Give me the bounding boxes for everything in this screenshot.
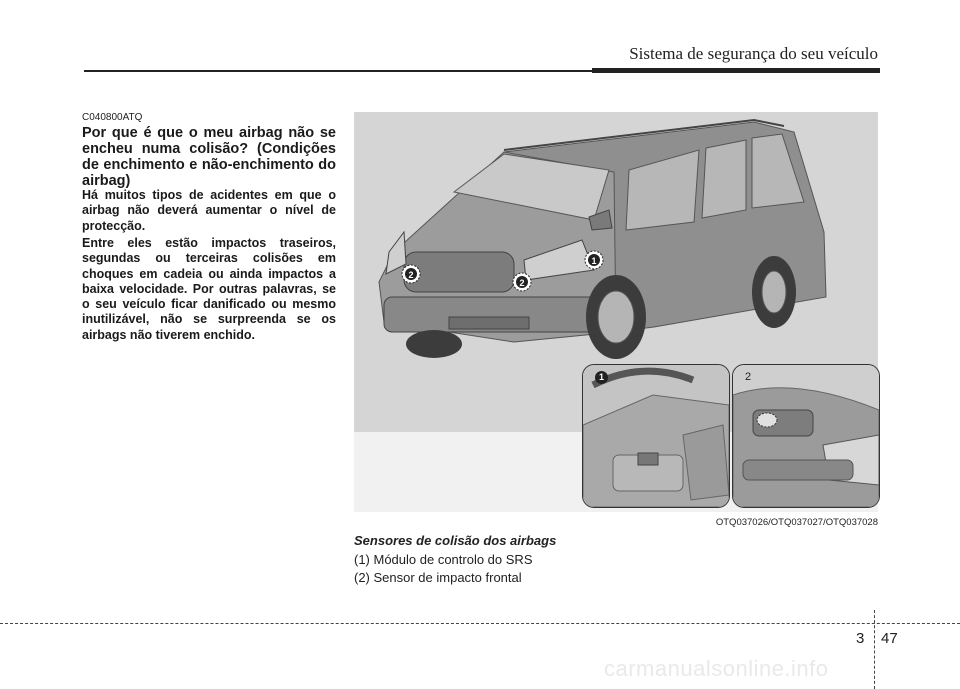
front-bumper-drawing [733, 365, 879, 507]
inset-2-label: 2 [745, 371, 752, 383]
page-chapter: 3 [856, 630, 865, 647]
paragraph-2: Entre eles estão impactos traseiros, segundas ou terceiras colisões em choques em cadeia ou ainda impactos a baixa velocidade. Por outras palavras, se o seu veículo ficar danificado ou mesmo inutilizável, não se surpreenda se os airbags não tiverem enchido. [82, 236, 336, 342]
section-code: C040800ATQ [82, 112, 143, 123]
callout-2b [513, 273, 531, 291]
page-number: 47 [881, 630, 898, 647]
inset-front-sensor [732, 364, 880, 508]
header-title: Sistema de segurança do seu veículo [629, 44, 878, 63]
inset-1-label [595, 371, 608, 384]
footer-divider [874, 610, 875, 689]
interior-drawing [583, 365, 729, 507]
callout-2b-text: 2 [519, 278, 525, 288]
callout-1 [585, 251, 603, 269]
caption-item-1: (1) Módulo de controlo do SRS [354, 552, 533, 567]
callout-2a-text: 2 [408, 270, 414, 280]
callout-1-text: 1 [591, 256, 597, 266]
inset-srs-module [582, 364, 730, 508]
caption-title: Sensores de colisão dos airbags [354, 533, 557, 548]
section-heading: Por que é que o meu airbag não se encheu numa colisão? (Condições de enchimento e não-enchimento do airbag) [82, 125, 336, 189]
watermark: carmanualsonline.info [604, 656, 829, 681]
paragraph-1: Há muitos tipos de acidentes em que o airbag não deverá aumentar o nível de protecção. [82, 188, 336, 233]
caption-item-2: (2) Sensor de impacto frontal [354, 570, 522, 585]
inset-1-badge: 1 [595, 371, 608, 384]
callout-2a [402, 265, 420, 283]
footer-rule [0, 623, 960, 624]
header-rule-accent [592, 68, 880, 73]
figure-code: OTQ037026/OTQ037027/OTQ037028 [715, 517, 878, 528]
